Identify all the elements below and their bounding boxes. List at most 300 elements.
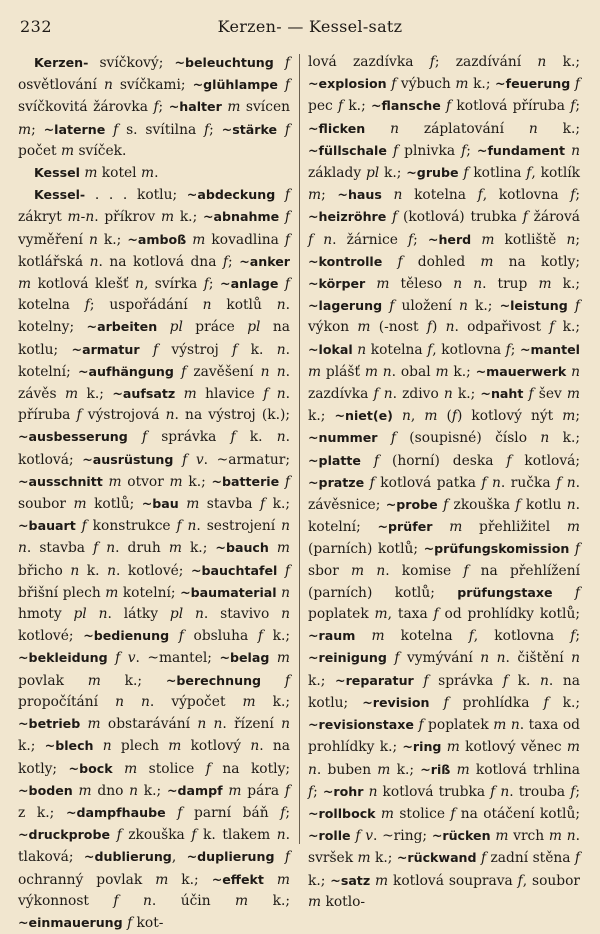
gender-mark: m	[566, 739, 580, 756]
definition-text: k.;	[138, 782, 167, 799]
definition-text: . . . kotlu;	[85, 187, 187, 204]
gender-mark: m	[155, 871, 169, 888]
gender-mark: m	[276, 540, 291, 557]
definition-text: prohlídka	[448, 694, 544, 711]
gender-mark: n	[107, 562, 116, 579]
definition-text: výkonnost	[18, 892, 114, 909]
definition-text: výbuch	[396, 76, 456, 93]
headword: prüfungstaxe	[457, 584, 553, 600]
definition-text: kotelní;	[118, 584, 181, 601]
gender-mark: n	[496, 650, 506, 667]
definition-text: kotlů	[211, 297, 277, 314]
gender-mark: n	[260, 363, 270, 380]
definition-text: . účin	[151, 892, 236, 909]
gender-mark: n	[566, 474, 576, 491]
definition-text: povlak	[18, 672, 88, 689]
definition-text: . čištění	[505, 650, 572, 667]
definition-text	[275, 849, 285, 865]
gender-mark: n	[443, 386, 453, 403]
definition-text	[269, 650, 277, 666]
gender-mark: pl	[73, 606, 87, 623]
gender-mark: m	[566, 519, 580, 536]
definition-text: s. svítilna	[118, 121, 205, 138]
gender-mark: f	[549, 319, 555, 336]
gender-mark: n	[281, 716, 291, 733]
definition-text	[87, 606, 99, 622]
definition-text: . ~armatur;	[203, 451, 291, 468]
definition-text	[105, 122, 113, 138]
headword: Kessel	[34, 165, 80, 181]
definition-text	[278, 77, 285, 93]
definition-text: kotlů;	[86, 496, 142, 513]
column-divider	[299, 54, 300, 844]
gender-mark: n	[323, 231, 333, 248]
definition-text: ;	[575, 408, 580, 425]
definition-text: k.;	[467, 298, 500, 315]
gender-mark: n	[537, 54, 547, 70]
definition-text: parní báň	[182, 804, 281, 821]
definition-text: vymývání	[399, 650, 481, 667]
gender-mark: f	[284, 77, 290, 94]
definition-text: . tlaková;	[18, 827, 290, 866]
definition-text	[568, 298, 575, 314]
gender-mark: f	[526, 165, 532, 182]
gender-mark: n	[98, 606, 108, 623]
definition-text: . žárnice	[332, 231, 409, 248]
gender-mark: m	[548, 828, 562, 845]
definition-text: břišní plech	[18, 584, 106, 601]
definition-text: k.;	[262, 628, 291, 645]
dictionary-entry	[18, 184, 290, 934]
gender-mark: n	[528, 120, 538, 137]
headword: ~rohr	[322, 783, 364, 799]
gender-mark: f	[373, 452, 380, 469]
definition-text: . zdivo	[392, 386, 444, 403]
gender-mark: f	[93, 540, 99, 557]
headword: ~prüfer	[377, 519, 433, 535]
gender-mark: f	[570, 628, 576, 645]
definition-text: ,	[171, 849, 187, 866]
headword: ~niet(e)	[334, 408, 393, 424]
definition-text: , kotlovna	[473, 628, 571, 645]
headword: ~aufhängung	[77, 363, 174, 379]
running-head: Kerzen- — Kessel-satz	[217, 17, 403, 36]
gender-mark: f	[284, 849, 291, 866]
definition-text	[157, 319, 169, 335]
definition-text: konstrukce	[86, 518, 177, 535]
definition-text: ;	[575, 628, 580, 645]
headword: ~einmauerung	[18, 914, 123, 930]
gender-mark: n	[276, 297, 286, 314]
definition-text: hlavice	[196, 386, 264, 403]
headword: ~prüfungskomission	[423, 541, 570, 557]
definition-text: zazdívka	[308, 386, 374, 403]
definition-text: . kotelny;	[18, 297, 291, 336]
definition-text: výstroj	[158, 341, 233, 358]
definition-text: výkon	[308, 319, 358, 336]
headword: ~grube	[406, 165, 459, 181]
right-column	[308, 52, 581, 910]
gender-mark: n	[250, 738, 260, 755]
gender-mark: f	[116, 827, 122, 844]
definition-text	[432, 519, 449, 535]
definition-text: . komise	[385, 562, 464, 579]
gender-mark: n	[566, 497, 576, 514]
gender-mark: f	[284, 782, 291, 799]
headword: ~bekleidung	[18, 650, 108, 666]
definition-text: (-nost	[370, 319, 427, 336]
gender-mark: f	[394, 650, 400, 667]
definition-text: . stavba	[26, 540, 94, 557]
definition-text: kotlová patka	[374, 474, 482, 491]
gender-mark: m	[67, 209, 81, 226]
definition-text: ;	[313, 783, 323, 800]
gender-mark: m	[242, 693, 256, 710]
gender-mark: v	[127, 650, 136, 667]
definition-text	[382, 187, 394, 203]
definition-text: na kotly;	[210, 760, 291, 777]
headword: ~bauchtafel	[190, 562, 278, 578]
headword: ~rücken	[431, 828, 491, 844]
definition-text: , kotlovna	[432, 341, 506, 358]
definition-text: . ~ring;	[373, 828, 432, 845]
gender-mark: m	[87, 672, 101, 689]
gender-mark: n	[85, 209, 95, 226]
gender-mark: n	[571, 142, 580, 159]
definition-text: kotliště	[494, 231, 567, 248]
gender-mark: n	[458, 298, 468, 315]
gender-mark: n	[142, 892, 152, 909]
definition-text: (soupisné) číslo	[395, 430, 541, 447]
gender-mark: f	[263, 386, 269, 403]
headword: ~abdeckung	[186, 187, 276, 203]
definition-text: správka	[428, 672, 503, 689]
gender-mark: n	[141, 693, 150, 710]
definition-text: k.;	[181, 540, 216, 557]
definition-text: ;	[158, 99, 169, 116]
headword: ~leistung	[499, 298, 568, 314]
gender-mark: f	[423, 672, 429, 689]
headword: ~dampfhaube	[65, 804, 166, 820]
definition-text: na přehlížení (parních) kotlů;	[308, 562, 581, 601]
headword: ~effekt	[211, 871, 264, 887]
gender-mark: f	[477, 187, 483, 204]
gender-mark: n	[281, 584, 291, 601]
definition-text: (parních) kotlů;	[308, 541, 424, 558]
gender-mark: f	[570, 783, 576, 800]
gender-mark: n	[383, 386, 393, 403]
gender-mark: f	[115, 650, 121, 667]
definition-text: k.	[507, 672, 540, 689]
definition-text	[206, 716, 213, 732]
definition-text: k.;	[549, 430, 580, 447]
headword: ~blech	[44, 738, 94, 754]
gender-mark: f	[408, 231, 414, 248]
definition-text: počet	[18, 142, 61, 159]
definition-text: osvětlování	[18, 77, 104, 94]
gender-mark: f	[427, 341, 433, 358]
gender-mark: m	[375, 872, 389, 889]
definition-text	[120, 650, 128, 666]
gender-mark: f	[570, 187, 576, 204]
definition-text: ; zazdívání	[434, 54, 538, 70]
definition-text: k.;	[308, 672, 336, 689]
definition-text: . sestrojení	[196, 518, 282, 535]
gender-mark: f	[574, 541, 580, 558]
definition-text	[414, 673, 424, 689]
definition-text: ochranný povlak	[18, 871, 156, 888]
headword: ~mantel	[519, 341, 580, 357]
definition-text: ) kotlový nýt	[456, 408, 563, 425]
definition-text: kotlo-	[321, 893, 366, 910]
definition-text: . kotelní;	[18, 341, 291, 380]
gender-mark: f	[284, 276, 290, 293]
definition-text: k.;	[537, 120, 581, 137]
gender-mark: f	[81, 518, 87, 535]
gender-mark: n	[401, 408, 411, 425]
gender-mark: f	[284, 562, 290, 579]
definition-text: k.;	[343, 98, 371, 115]
gender-mark: n	[368, 783, 378, 800]
definition-text: k.;	[308, 408, 335, 425]
gender-mark: n	[88, 231, 98, 248]
headword: ~baumaterial	[180, 584, 277, 600]
headword: ~stärke	[221, 121, 278, 137]
headword: ~beleuchtung	[174, 55, 274, 70]
definition-text	[269, 540, 277, 556]
definition-text: kotelna	[18, 297, 85, 314]
gender-mark: m	[169, 473, 183, 490]
gender-mark: f	[127, 914, 133, 931]
definition-text: šev	[533, 386, 567, 403]
definition-text	[393, 408, 402, 424]
definition-text: správka	[147, 429, 231, 446]
definition-text: k.;	[468, 76, 496, 93]
definition-text: dno	[91, 782, 130, 799]
definition-text: ;	[413, 231, 428, 248]
gender-mark: n	[281, 518, 290, 535]
definition-text	[361, 453, 374, 469]
definition-text: plech	[111, 738, 169, 755]
definition-text: ;	[209, 121, 222, 138]
definition-text: ;	[575, 231, 581, 248]
definition-text	[382, 254, 397, 270]
gender-mark: m	[276, 650, 290, 667]
headword: ~kontrolle	[308, 253, 383, 269]
definition-text: k.;	[100, 672, 166, 689]
gender-mark: f	[397, 253, 403, 270]
definition-text: ,	[410, 408, 425, 425]
definition-text: . kotlové;	[115, 562, 191, 579]
definition-text: , taxa	[387, 606, 434, 623]
definition-text: k.;	[554, 319, 580, 336]
gender-mark: f	[308, 231, 314, 248]
gender-mark: m	[357, 319, 371, 336]
definition-text: -	[80, 209, 86, 226]
definition-text: k. tlakem	[196, 827, 277, 844]
gender-mark: n	[492, 474, 501, 491]
gender-mark: m	[376, 276, 390, 293]
gender-mark: m	[168, 540, 182, 557]
definition-text: (horní) deska	[379, 452, 507, 469]
definition-text: k.	[237, 341, 277, 358]
headword: ~glühlampe	[192, 77, 278, 93]
gender-mark: n	[571, 650, 581, 667]
definition-text	[277, 122, 285, 138]
definition-text	[268, 386, 276, 402]
gender-mark: pl	[169, 319, 183, 336]
definition-text: svíček.	[74, 142, 127, 159]
gender-mark: f	[390, 430, 396, 447]
definition-text	[355, 628, 371, 644]
headword: ~belag	[219, 650, 270, 666]
gender-mark: f	[230, 429, 236, 446]
gender-mark: f	[450, 805, 456, 822]
headword: ~nummer	[308, 430, 378, 446]
definition-text: . látky	[107, 606, 170, 623]
gender-mark: m	[351, 562, 365, 579]
gender-mark: f	[451, 408, 457, 425]
headword: ~flansche	[370, 98, 441, 114]
gender-mark: n	[445, 319, 455, 336]
definition-text: zkouška	[448, 497, 516, 514]
definition-text: k.;	[248, 892, 290, 909]
definition-text	[429, 695, 443, 711]
headword: ~duplierung	[186, 849, 275, 865]
gender-mark: m	[73, 496, 87, 513]
headword: ~feuerung	[495, 76, 571, 92]
gender-mark: m	[364, 363, 378, 380]
headword: Kessel-	[34, 187, 86, 203]
definition-text	[174, 364, 181, 380]
definition-text	[187, 452, 196, 468]
definition-text: k.;	[452, 386, 481, 403]
gender-mark: f	[113, 121, 119, 138]
definition-text: k.;	[255, 693, 291, 710]
definition-text: k.;	[551, 276, 581, 293]
definition-text	[261, 673, 285, 689]
gender-mark: m	[78, 782, 92, 799]
gender-mark: m	[192, 231, 206, 248]
definition-text: výstrojová	[81, 407, 166, 424]
gender-mark: f	[570, 98, 576, 115]
headword: ~satz	[330, 872, 371, 888]
definition-text	[553, 585, 575, 601]
definition-text: . řízení	[222, 716, 282, 733]
definition-text: kotelna	[402, 187, 478, 204]
headword: ~abnahme	[202, 209, 280, 225]
headword: ~halter	[168, 99, 222, 115]
gender-mark: n	[510, 717, 520, 734]
headword: ~berechnung	[165, 672, 262, 688]
definition-text: svíčkovitá žárovka	[18, 99, 154, 116]
gender-mark: f	[574, 850, 581, 867]
headword: ~bau	[141, 496, 179, 512]
headword: ~rollbock	[308, 805, 376, 821]
gender-mark: f	[232, 341, 238, 358]
definition-text: plášť	[321, 363, 365, 380]
headword: ~flicken	[308, 120, 366, 136]
gender-mark: m	[424, 408, 438, 425]
headword: ~aufsatz	[112, 386, 176, 402]
definition-text: k.;	[182, 473, 212, 490]
page-header	[0, 0, 600, 46]
gender-mark: f	[506, 452, 512, 469]
headword: ~probe	[385, 497, 438, 513]
gender-mark: f	[480, 850, 487, 867]
definition-text: hmoty	[18, 606, 74, 623]
gender-mark: f	[574, 584, 580, 601]
definition-text: k.;	[97, 231, 128, 248]
definition-text: ; uspořádání	[89, 297, 203, 314]
definition-text: k.	[79, 562, 108, 579]
definition-text	[313, 232, 323, 248]
definition-text	[169, 628, 179, 644]
definition-text: . odpařivost	[454, 319, 550, 336]
definition-text: . svršek	[308, 828, 581, 867]
gender-mark: f	[443, 694, 449, 711]
gender-mark: f	[205, 760, 211, 777]
gender-mark: f	[260, 496, 266, 513]
definition-text: ;	[575, 783, 581, 800]
definition-text: . obal	[391, 363, 436, 380]
left-column	[18, 52, 291, 931]
gender-mark: m	[276, 871, 291, 888]
definition-text: zákryt	[18, 209, 68, 226]
definition-text	[364, 563, 376, 579]
gender-mark: m	[493, 717, 507, 734]
gender-mark: f	[308, 783, 314, 800]
headword: ~lagerung	[308, 298, 383, 314]
definition-text: k.;	[548, 694, 581, 711]
definition-text: základy	[308, 165, 366, 182]
definition-text: . příkrov	[94, 209, 161, 226]
definition-text: stavba	[199, 496, 260, 513]
gender-mark: f	[418, 717, 424, 734]
definition-text	[277, 563, 285, 579]
definition-text	[119, 893, 143, 909]
definition-text: ;	[575, 187, 580, 204]
definition-text	[489, 650, 497, 666]
headword: ~riß	[420, 761, 451, 777]
gender-mark: n	[276, 429, 286, 446]
definition-text: k.;	[448, 363, 476, 380]
definition-text	[140, 342, 153, 358]
headword: ~explosion	[308, 76, 387, 92]
gender-mark: m	[446, 739, 460, 756]
definition-text: , kotlovna	[482, 187, 571, 204]
definition-text: svícen	[240, 99, 290, 116]
gender-mark: m	[562, 408, 576, 425]
headword: ~haus	[337, 187, 382, 203]
definition-text: pec	[308, 98, 338, 115]
gender-mark: f	[502, 672, 508, 689]
definition-text: břicho	[18, 562, 71, 579]
definition-text: poplatek	[423, 717, 494, 734]
gender-mark: n	[281, 606, 291, 623]
gender-mark: f	[389, 298, 395, 315]
gender-mark: n	[539, 672, 549, 689]
headword: ~rückwand	[396, 850, 477, 866]
definition-text	[128, 429, 142, 445]
definition-text	[365, 276, 376, 292]
gender-mark: f	[369, 474, 375, 491]
definition-text	[124, 694, 141, 710]
headword: ~bauch	[215, 540, 269, 556]
gender-mark: m	[456, 761, 470, 778]
definition-text: těleso	[389, 276, 454, 293]
definition-text: ;	[575, 98, 580, 115]
